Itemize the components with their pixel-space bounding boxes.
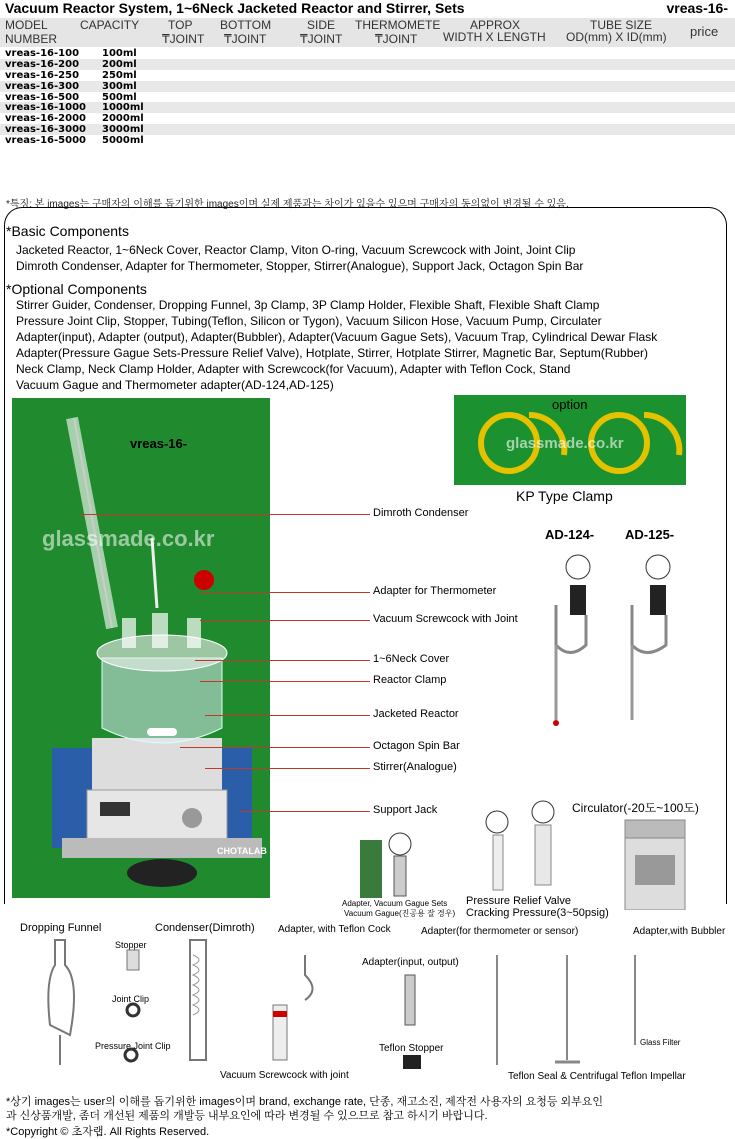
col-thermo: THERMOMETE [355, 18, 441, 32]
footer-line1: *상기 images는 user의 이해를 돕기위한 images이며 brand, exchange rate, 단종, 재고소진, 제작전 사용자의 요청등 외부요인 [6, 1096, 604, 1108]
col-price: price [690, 24, 719, 39]
col-tube: TUBE SIZE [590, 18, 653, 32]
component-label: Stirrer(Analogue) [373, 761, 457, 773]
col-bottom-joint: ₸JOINT [224, 32, 267, 46]
table-row [0, 135, 735, 146]
component-label: Reactor Clamp [373, 674, 447, 686]
label-leader-line [200, 592, 370, 593]
col-bottom: BOTTOM [220, 18, 272, 32]
option-watermark: glassmade.co.kr [506, 435, 624, 452]
capacity: 3000ml [102, 124, 144, 136]
gauge-caption1: Adapter, Vacuum Gague Sets [342, 899, 448, 908]
model-number: vreas-16-100 [5, 48, 80, 59]
part-teflon-stopper: Teflon Stopper [379, 1043, 444, 1054]
table-row [0, 59, 735, 70]
part-impellar: Teflon Seal & Centrifugal Teflon Impellar [508, 1071, 686, 1082]
capacity: 100ml [102, 48, 137, 59]
ad-adapters-illustration [540, 545, 690, 730]
basic-line: Dimroth Condenser, Adapter for Thermometer, Stopper, Stirrer(Analogue), Support Jack, Octagon Spin Bar [16, 259, 584, 273]
kp-caption: KP Type Clamp [516, 488, 613, 504]
col-side: SIDE [307, 18, 336, 32]
col-capacity: CAPACITY [80, 18, 140, 32]
notice: *특징: 본 images는 구매자의 이해를 돕기위한 images이며 실제 제품과는 차이가 있을수 있으며 구매자의 동의없이 변경될 수 있음. [6, 199, 569, 210]
reactor-photo [12, 398, 270, 898]
col-odid: OD(mm) X ID(mm) [566, 30, 667, 44]
ad125-label: AD-125- [625, 527, 675, 542]
table-row [0, 113, 735, 124]
part-condenser: Condenser(Dimroth) [155, 922, 255, 934]
optional-line: Vacuum Gague and Thermometer adapter(AD-124,AD-125) [16, 378, 334, 392]
part-teflon-cock: Adapter, with Teflon Cock [278, 924, 391, 935]
copyright: *Copyright © 초자랩. All Rights Reserved. [6, 1126, 210, 1138]
relief-line2: Cracking Pressure(3~50psig) [466, 907, 609, 919]
footer-line2: 과 신상품개발, 좀더 개선된 제품의 개발등 내부요인에 따라 변경될 수 있으므로 참고 하시기 바랍니다. [6, 1110, 488, 1122]
page-title: Vacuum Reactor System, 1~6Neck Jacketed Reactor and Stirrer, Sets [5, 0, 465, 16]
model-number: vreas-16-500 [5, 91, 80, 103]
photo-brand: CHOTALAB [217, 846, 267, 856]
col-model: MODEL [5, 18, 48, 32]
basic-list [16, 242, 583, 274]
col-number: NUMBER [5, 32, 58, 46]
table-row [0, 70, 735, 81]
capacity: 1000ml [102, 102, 144, 114]
basic-heading: *Basic Components [6, 223, 129, 239]
optional-line: Pressure Joint Clip, Stopper, Tubing(Teflon, Silicon or Tygon), Vacuum Silicon Hose, Vacuum Pump, Circulater [16, 314, 602, 328]
col-top: TOP [168, 18, 193, 32]
basic-line: Jacketed Reactor, 1~6Neck Cover, Reactor Clamp, Viton O-ring, Vacuum Screwcock with Joint, Joint Clip [16, 243, 576, 257]
table-row [0, 81, 735, 92]
optional-line: Stirrer Guider, Condenser, Dropping Funnel, 3p Clamp, 3P Clamp Holder, Flexible Shaft, Flexible Shaft Clamp [16, 298, 600, 312]
optional-line: Neck Clamp, Neck Clamp Holder, Adapter with Screwcock(for Vacuum), Adapter with Teflon Cock, Stand [16, 362, 571, 376]
photo-code: vreas-16- [130, 436, 188, 451]
component-label: Support Jack [373, 804, 438, 816]
circulator-illustration [620, 815, 690, 910]
model-number: vreas-16-300 [5, 80, 80, 92]
circulator-label: Circulator(-20도~100도) [572, 801, 699, 815]
model-number: vreas-16-200 [5, 58, 80, 70]
label-leader-line [205, 715, 370, 716]
model-number: vreas-16-250 [5, 69, 80, 81]
col-wxl: WIDTH X LENGTH [443, 30, 546, 44]
label-leader-line [195, 660, 370, 661]
optional-line: Adapter(input), Adapter (output), Adapter(Bubbler), Adapter(Vacuum Gague Sets), Vacuum Trap, Cylindrical Dewar Flask [16, 330, 658, 344]
ad124-label: AD-124- [545, 527, 595, 542]
label-leader-line [200, 681, 370, 682]
model-number: vreas-16-1000 [5, 102, 86, 114]
model-table [0, 48, 735, 146]
part-pressure-joint-clip: Pressure Joint Clip [95, 1041, 171, 1051]
product-code: vreas-16- [666, 0, 728, 16]
model-number: vreas-16-5000 [5, 135, 86, 147]
col-top-joint: ₸JOINT [162, 32, 205, 46]
part-input-output: Adapter(input, output) [362, 957, 459, 968]
capacity: 200ml [102, 58, 137, 70]
component-label: Adapter for Thermometer [373, 585, 497, 597]
optional-heading: *Optional Components [6, 281, 147, 297]
optional-list [16, 297, 657, 393]
component-label: Jacketed Reactor [373, 708, 459, 720]
gauge-caption2: Vacuum Gague(진공용 잘 경우) [344, 909, 456, 918]
option-label: option [552, 397, 588, 412]
col-approx: APPROX [470, 18, 521, 32]
component-label: Dimroth Condenser [373, 507, 469, 519]
table-header [0, 18, 735, 47]
table-row [0, 92, 735, 103]
photo-watermark: glassmade.co.kr [42, 526, 215, 551]
model-number: vreas-16-3000 [5, 124, 86, 136]
capacity: 250ml [102, 69, 137, 81]
part-glass-filter: Glass Filter [640, 1038, 681, 1047]
component-label: 1~6Neck Cover [373, 653, 450, 665]
capacity: 300ml [102, 80, 137, 92]
part-bubbler: Adapter,with Bubbler [633, 926, 726, 937]
part-dropping-funnel: Dropping Funnel [20, 922, 102, 934]
table-row [0, 102, 735, 113]
optional-line: Adapter(Pressure Gague Sets-Pressure Relief Valve), Hotplate, Stirrer, Hotplate Stirrer, Magnetic Bar, Septum(Rubber) [16, 346, 649, 360]
component-label: Vacuum Screwcock with Joint [373, 613, 518, 625]
part-screwcock: Vacuum Screwcock with joint [220, 1070, 349, 1081]
label-leader-line [180, 747, 370, 748]
label-leader-line [205, 768, 370, 769]
label-leader-line [80, 514, 370, 515]
part-thermo-sensor: Adapter(for thermometer or sensor) [421, 926, 579, 937]
model-number: vreas-16-2000 [5, 113, 86, 125]
parts-illustration [35, 935, 725, 1070]
table-row [0, 48, 735, 59]
table-row [0, 124, 735, 135]
col-thermo-joint: ₸JOINT [375, 32, 418, 46]
capacity: 500ml [102, 91, 137, 103]
reactor-illustration [12, 398, 270, 898]
vacuum-gauge-illustration [358, 830, 418, 900]
label-leader-line [200, 620, 370, 621]
capacity: 5000ml [102, 135, 144, 147]
capacity: 2000ml [102, 113, 144, 125]
label-leader-line [240, 811, 370, 812]
relief-line1: Pressure Relief Valve [466, 895, 571, 907]
relief-valve-illustration [485, 800, 555, 895]
part-joint-clip: Joint Clip [112, 994, 150, 1004]
kp-clamp-photo [454, 395, 686, 485]
component-label: Octagon Spin Bar [373, 740, 460, 752]
part-stopper: Stopper [115, 940, 147, 950]
col-side-joint: ₸JOINT [300, 32, 343, 46]
